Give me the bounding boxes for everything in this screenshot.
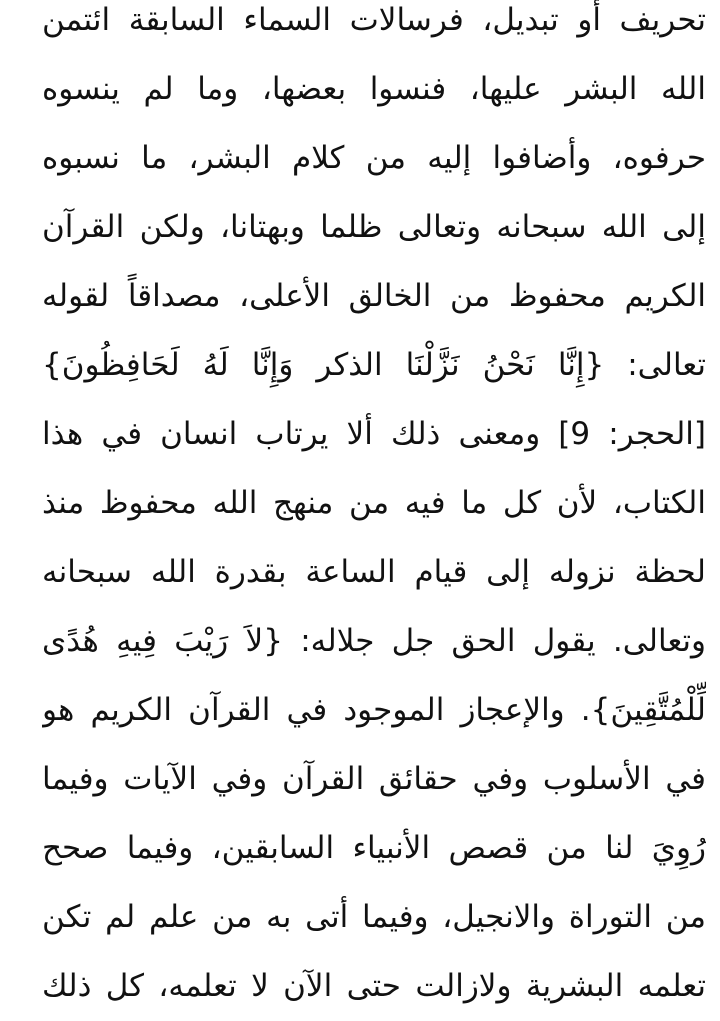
text-line: الكريم محفوظ من الخالق الأعلى، مصداقاً لقوله — [42, 278, 706, 314]
text-line: وتعالى. يقول الحق جل جلاله: {لاَ رَيْبَ فِيهِ هُدًى — [42, 623, 706, 659]
text-line: لِّلْمُتَّقِينَ}. والإعجاز الموجود في القرآن الكريم هو — [42, 692, 706, 728]
text-line: من التوراة والانجيل، وفيما أتى به من علم لم تكن — [42, 899, 706, 935]
text-line: تعلمه البشرية ولازالت حتى الآن لا تعلمه، كل ذلك — [42, 968, 706, 1004]
text-line: تحريف أو تبديل، فرسالات السماء السابقة ائتمن — [42, 2, 706, 38]
text-line: الله البشر عليها، فنسوا بعضها، وما لم ينسوه — [42, 71, 706, 107]
text-line: في الأسلوب وفي حقائق القرآن وفي الآيات وفيما — [42, 761, 706, 797]
text-line: الكتاب، لأن كل ما فيه من منهج الله محفوظ منذ — [42, 485, 706, 521]
text-line: لحظة نزوله إلى قيام الساعة بقدرة الله سبحانه — [42, 554, 706, 590]
text-line: [الحجر: 9] ومعنى ذلك ألا يرتاب انسان في هذا — [42, 416, 706, 452]
text-line: إلى الله سبحانه وتعالى ظلما وبهتانا، ولكن القرآن — [42, 209, 706, 245]
text-line: رُوِيَ لنا من قصص الأنبياء السابقين، وفيما صحح — [42, 830, 706, 866]
text-line: حرفوه، وأضافوا إليه من كلام البشر، ما نسبوه — [42, 140, 706, 176]
quran-verse-line: تعالى: {إِنَّا نَحْنُ نَزَّلْنَا الذكر وَإِنَّا لَهُ لَحَافِظُونَ} — [42, 347, 706, 383]
